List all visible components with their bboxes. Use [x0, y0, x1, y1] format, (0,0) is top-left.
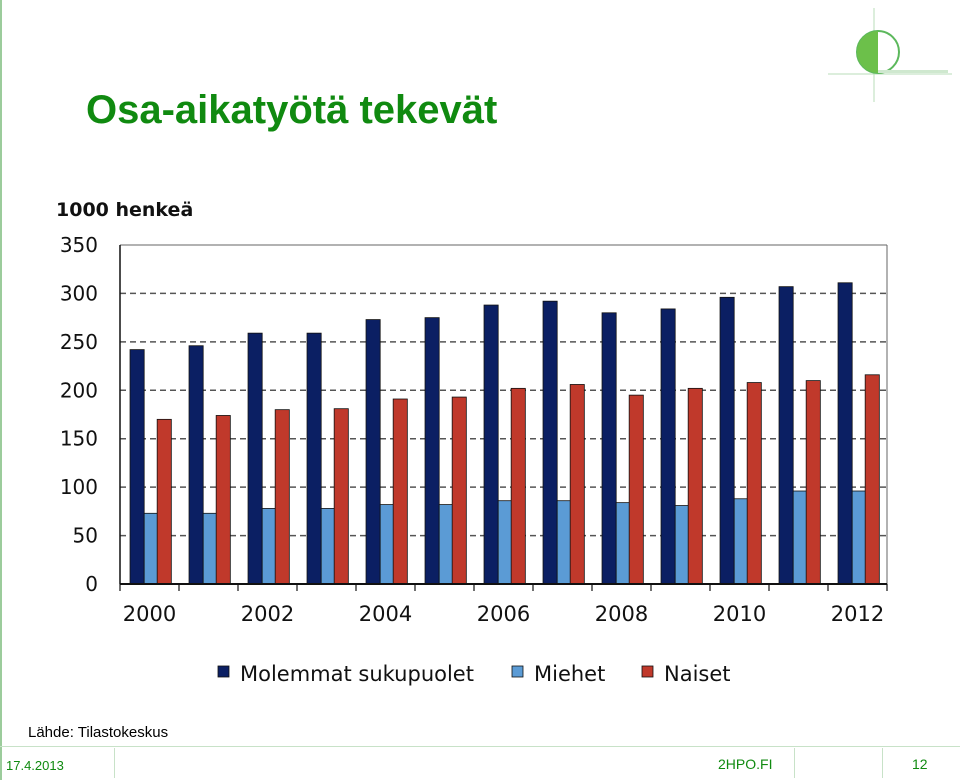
bar-0-2003 [307, 333, 321, 584]
bar-2-2012 [865, 375, 879, 584]
bar-2-2006 [511, 388, 525, 584]
footer-date: 17.4.2013 [6, 758, 64, 773]
y-tick-label: 350 [59, 233, 98, 257]
bar-1-2011 [793, 491, 807, 584]
bar-1-2001 [203, 513, 217, 584]
x-tick-label: 2000 [122, 602, 177, 626]
bar-0-2002 [248, 333, 262, 584]
bar-0-2011 [779, 287, 793, 584]
bar-0-2001 [189, 346, 203, 584]
y-tick-label: 50 [72, 523, 98, 548]
bar-1-2004 [380, 505, 394, 584]
bar-2-2003 [334, 409, 348, 584]
bar-1-2003 [321, 508, 335, 584]
slide-title: Osa-aikatyötä tekevät [86, 88, 498, 132]
bar-2-2005 [452, 397, 466, 584]
bar-2-2008 [629, 395, 643, 584]
legend-label: Molemmat sukupuolet [240, 662, 474, 686]
x-tick-label: 2012 [830, 602, 885, 626]
unit-label: 1000 henkeä [56, 199, 194, 221]
bar-0-2005 [425, 318, 439, 584]
y-tick-label: 100 [59, 475, 98, 500]
legend-swatch [642, 666, 653, 677]
footer-separator [882, 748, 883, 778]
footer-separator [114, 748, 115, 778]
x-tick-label: 2002 [240, 602, 295, 626]
bar-0-2004 [366, 320, 380, 584]
y-tick-label: 250 [59, 329, 98, 354]
bar-1-2000 [144, 513, 158, 584]
legend-swatch [218, 666, 229, 677]
bar-1-2007 [557, 501, 571, 584]
page-number: 12 [912, 756, 928, 772]
legend-swatch [512, 666, 523, 677]
bar-1-2009 [675, 506, 689, 584]
bar-2-2009 [688, 388, 702, 584]
bar-1-2002 [262, 508, 276, 584]
bar-0-2007 [543, 301, 557, 584]
x-tick-label: 2010 [712, 602, 767, 626]
bar-2-2002 [275, 410, 289, 584]
source-note: Lähde: Tilastokeskus [28, 724, 169, 741]
footer-website: 2HPO.FI [718, 756, 773, 772]
y-tick-label: 0 [85, 572, 98, 596]
x-tick-label: 2004 [358, 602, 413, 626]
bar-2-2011 [806, 381, 820, 584]
footer-separator [794, 748, 795, 778]
bar-chart [40, 190, 910, 700]
bar-1-2006 [498, 501, 512, 584]
y-tick-label: 150 [59, 426, 98, 451]
logo-icon [828, 8, 952, 102]
footer-divider [0, 746, 960, 747]
bar-1-2008 [616, 503, 630, 584]
bar-1-2012 [852, 491, 866, 584]
legend-label: Naiset [664, 662, 731, 686]
x-tick-label: 2008 [594, 602, 649, 626]
bar-2-2007 [570, 384, 584, 584]
bar-0-2010 [720, 297, 734, 584]
bar-0-2009 [661, 309, 675, 584]
y-tick-label: 200 [59, 378, 98, 403]
bar-1-2010 [734, 499, 748, 584]
legend-label: Miehet [534, 662, 606, 686]
bar-0-2000 [130, 350, 144, 584]
bar-2-2001 [216, 415, 230, 584]
y-tick-label: 300 [59, 281, 98, 306]
bar-0-2008 [602, 313, 616, 584]
bar-2-2000 [157, 419, 171, 584]
bar-2-2004 [393, 399, 407, 584]
bar-0-2006 [484, 305, 498, 584]
left-border [0, 0, 2, 780]
bar-0-2012 [838, 283, 852, 584]
x-tick-label: 2006 [476, 602, 531, 626]
bar-1-2005 [439, 505, 453, 584]
bar-2-2010 [747, 383, 761, 584]
